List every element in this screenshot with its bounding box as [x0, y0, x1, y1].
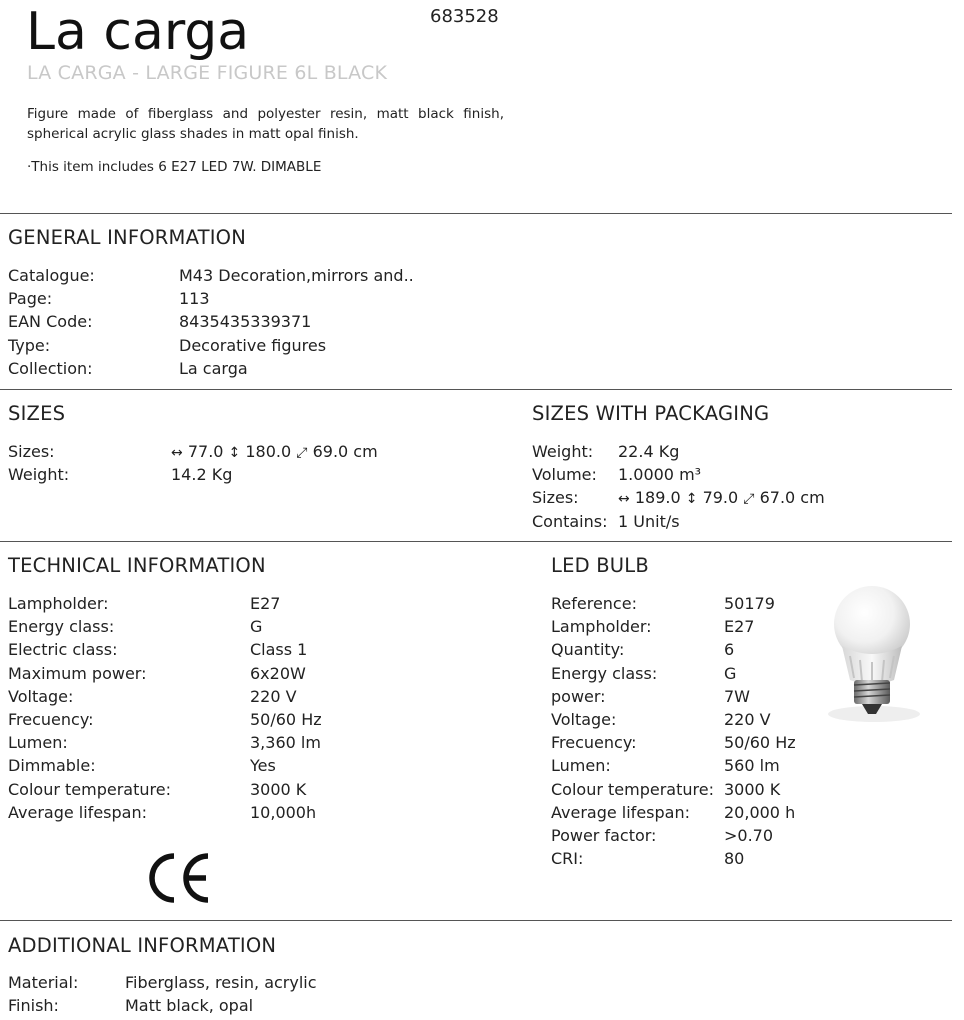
led-value: 7W	[724, 686, 750, 706]
depth-arrow-icon: ⤢	[743, 491, 755, 508]
packaging-volume-value: 1.0000 m³	[618, 465, 702, 485]
technical-label: Maximum power:	[8, 663, 147, 683]
packaging-depth: 67.0	[759, 488, 796, 508]
led-bulb-heading: LED BULB	[551, 554, 649, 577]
packaging-weight-value: 22.4 Kg	[618, 442, 680, 461]
technical-value: 10,000h	[250, 802, 317, 822]
product-subtitle: LA CARGA - LARGE FIGURE 6L BLACK	[27, 62, 388, 84]
depth-arrow-icon: ⤢	[296, 445, 308, 461]
sizes-dimensions	[171, 440, 378, 465]
divider	[0, 389, 952, 390]
divider	[0, 213, 952, 214]
technical-value: 3000 K	[250, 779, 307, 799]
width-arrow-icon: ↔	[618, 491, 630, 508]
technical-value: Yes	[250, 756, 276, 776]
sizes-depth: 69.0	[312, 442, 349, 461]
led-value: >0.70	[724, 826, 774, 845]
led-value: 20,000 h	[724, 802, 796, 822]
led-label: CRI:	[551, 849, 584, 869]
led-value: 3000 K	[724, 779, 781, 799]
general-label: Catalogue:	[8, 266, 95, 285]
technical-label: Lampholder:	[8, 594, 109, 613]
general-information-table	[8, 264, 528, 382]
led-label: Reference:	[551, 594, 637, 613]
led-label: Lampholder:	[551, 617, 652, 637]
technical-information-table	[8, 592, 528, 832]
product-title: La carga	[26, 2, 250, 62]
technical-value: 50/60 Hz	[250, 710, 322, 729]
packaging-volume-label: Volume:	[532, 465, 597, 485]
technical-label: Average lifespan:	[8, 802, 147, 822]
general-value: Decorative figures	[179, 335, 327, 355]
height-arrow-icon: ↕	[685, 491, 698, 508]
technical-value: Class 1	[250, 640, 308, 660]
technical-information-heading: TECHNICAL INFORMATION	[8, 554, 266, 577]
weight-value: 14.2 Kg	[171, 465, 233, 484]
additional-label: Finish:	[8, 996, 59, 1016]
sizes-width: 77.0	[187, 442, 224, 461]
ce-mark-icon	[148, 852, 212, 908]
additional-information-heading: ADDITIONAL INFORMATION	[8, 934, 277, 957]
sizes-heading: SIZES	[8, 402, 66, 425]
led-label: Power factor:	[551, 826, 657, 845]
led-bulb-image	[822, 584, 922, 738]
general-label: Collection:	[8, 358, 93, 378]
led-value: 6	[724, 640, 735, 660]
led-label: Lumen:	[551, 756, 611, 776]
technical-label: Frecuency:	[8, 710, 94, 729]
technical-label: Lumen:	[8, 733, 68, 753]
led-value: E27	[724, 617, 755, 637]
led-value: G	[724, 663, 737, 683]
sizes-height: 180.0	[245, 442, 292, 461]
additional-value: Matt black, opal	[125, 996, 254, 1016]
technical-value: 220 V	[250, 686, 297, 706]
technical-value: E27	[250, 594, 281, 613]
general-information-heading: GENERAL INFORMATION	[8, 226, 246, 249]
led-value: 50179	[724, 594, 775, 613]
packaging-contains-label: Contains:	[532, 511, 608, 531]
led-label: power:	[551, 686, 606, 706]
general-label: EAN Code:	[8, 312, 93, 332]
led-value: 50/60 Hz	[724, 733, 796, 753]
height-arrow-icon: ↕	[228, 445, 241, 461]
general-label: Type:	[8, 335, 51, 355]
technical-label: Electric class:	[8, 640, 118, 660]
technical-label: Colour temperature:	[8, 779, 171, 799]
divider	[0, 541, 952, 542]
packaging-heading: SIZES WITH PACKAGING	[532, 402, 770, 425]
technical-label: Energy class:	[8, 617, 115, 637]
led-value: 220 V	[724, 710, 771, 729]
product-reference: 683528	[430, 6, 499, 27]
weight-label: Weight:	[8, 465, 70, 484]
packaging-unit: cm	[800, 488, 825, 508]
led-label: Quantity:	[551, 640, 625, 660]
packaging-weight-label: Weight:	[532, 442, 594, 461]
general-value: 8435435339371	[179, 312, 312, 332]
packaging-dimensions	[618, 486, 825, 511]
packaging-height: 79.0	[702, 488, 739, 508]
divider	[0, 920, 952, 921]
general-value: La carga	[179, 358, 248, 378]
technical-value: G	[250, 617, 263, 637]
technical-value: 6x20W	[250, 663, 306, 683]
width-arrow-icon: ↔	[171, 445, 183, 461]
technical-value: 3,360 lm	[250, 733, 321, 753]
general-value: 113	[179, 289, 210, 309]
sizes-unit: cm	[353, 442, 378, 461]
led-label: Average lifespan:	[551, 802, 690, 822]
led-label: Colour temperature:	[551, 779, 714, 799]
product-description: Figure made of fiberglass and polyester resin, matt black finish, spherical acrylic glass shades in matt opal finish.	[27, 106, 504, 142]
technical-label: Voltage:	[8, 686, 74, 706]
packaging-width: 189.0	[634, 488, 681, 508]
packaging-contains-value: 1 Unit/s	[618, 511, 680, 531]
general-value: M43 Decoration,mirrors and..	[179, 266, 414, 285]
sizes-label: Sizes:	[8, 442, 55, 461]
technical-label: Dimmable:	[8, 756, 96, 776]
led-label: Energy class:	[551, 663, 658, 683]
led-value: 560 lm	[724, 756, 780, 776]
packaging-sizes-label: Sizes:	[532, 488, 579, 508]
additional-value: Fiberglass, resin, acrylic	[125, 973, 317, 992]
product-note: ·This item includes 6 E27 LED 7W. DIMABLE	[27, 159, 322, 175]
led-value: 80	[724, 849, 745, 869]
additional-label: Material:	[8, 973, 79, 992]
general-label: Page:	[8, 289, 53, 309]
led-label: Voltage:	[551, 710, 617, 729]
led-label: Frecuency:	[551, 733, 637, 753]
led-bulb-table	[551, 592, 821, 872]
